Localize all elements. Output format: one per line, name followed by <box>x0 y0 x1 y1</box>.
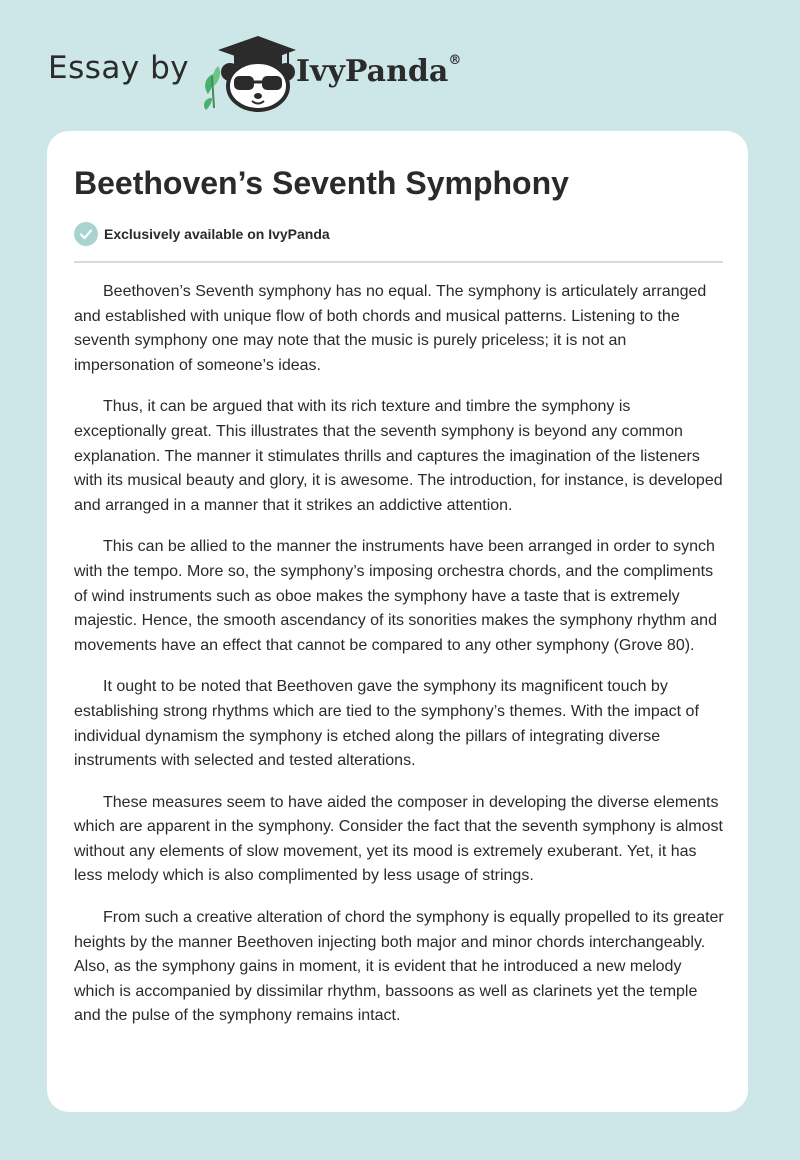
paragraph: It ought to be noted that Beethoven gave the symphony its magnificent touch by establishing strong rhythms which are tied to the symphony’s themes. With the impact of individual dynamism the symphony is etched along the pillars of integrating diverse instruments with selected and tested alterations. <box>74 678 699 770</box>
page-title: Beethoven’s Seventh Symphony <box>74 165 569 201</box>
paragraph: From such a creative alteration of chord the symphony is equally propelled to its greater heights by the manner Beethoven injecting both major and minor chords interchangeably. Also, as the symphony gains in moment, it is evident that he introduced a new melody which is accompanied by dissimilar rhythm, bassoons as well as clarinets yet the temple and the pulse of the symphony remains intact. <box>74 909 724 1025</box>
panda-graduate-icon[interactable] <box>200 36 296 112</box>
paragraph: This can be allied to the manner the instruments have been arranged in order to synch with the tempo. More so, the symphony’s imposing orchestra chords, and the compliments of wind instruments such as oboe makes the symphony have a taste that is extremely majestic. Hence, the smooth ascendancy of its sonorities makes the symphony rhythm and movements have an effect that cannot be compared to any other symphony (Grove 80). <box>74 538 717 654</box>
essay-card <box>47 131 748 1112</box>
paragraph: These measures seem to have aided the composer in developing the diverse elements which are apparent in the symphony. Consider the fact that the seventh symphony is almost without any elements of slow movement, yet its mood is extremely exuberant. Yet, it has less melody which is also complimented by less usage of strings. <box>74 793 723 885</box>
brand-name[interactable]: IvyPanda® <box>296 53 462 89</box>
divider <box>74 261 723 263</box>
exclusive-badge <box>74 222 330 246</box>
site-header <box>0 0 800 130</box>
exclusive-badge-label: Exclusively available on IvyPanda <box>104 226 330 242</box>
essay-by-label: Essay by <box>48 50 190 86</box>
paragraph: Thus, it can be argued that with its rich texture and timbre the symphony is exceptionally great. This illustrates that the seventh symphony is beyond any common explanation. The manner it stimulates thrills and captures the imagination of the listeners with its musical beauty and glory, it is awesome. The introduction, for instance, is developed and arranged in a manner that it strikes an addictive attention. <box>74 398 723 514</box>
check-icon <box>74 222 98 246</box>
paragraph: Beethoven’s Seventh symphony has no equal. The symphony is articulately arranged and established with unique flow of both chords and musical patterns. Listening to the seventh symphony one may note that the music is purely priceless; it is not an impersonation of someone’s ideas. <box>74 283 707 374</box>
trademark-symbol: ® <box>448 53 462 68</box>
essay-body <box>74 280 724 1046</box>
